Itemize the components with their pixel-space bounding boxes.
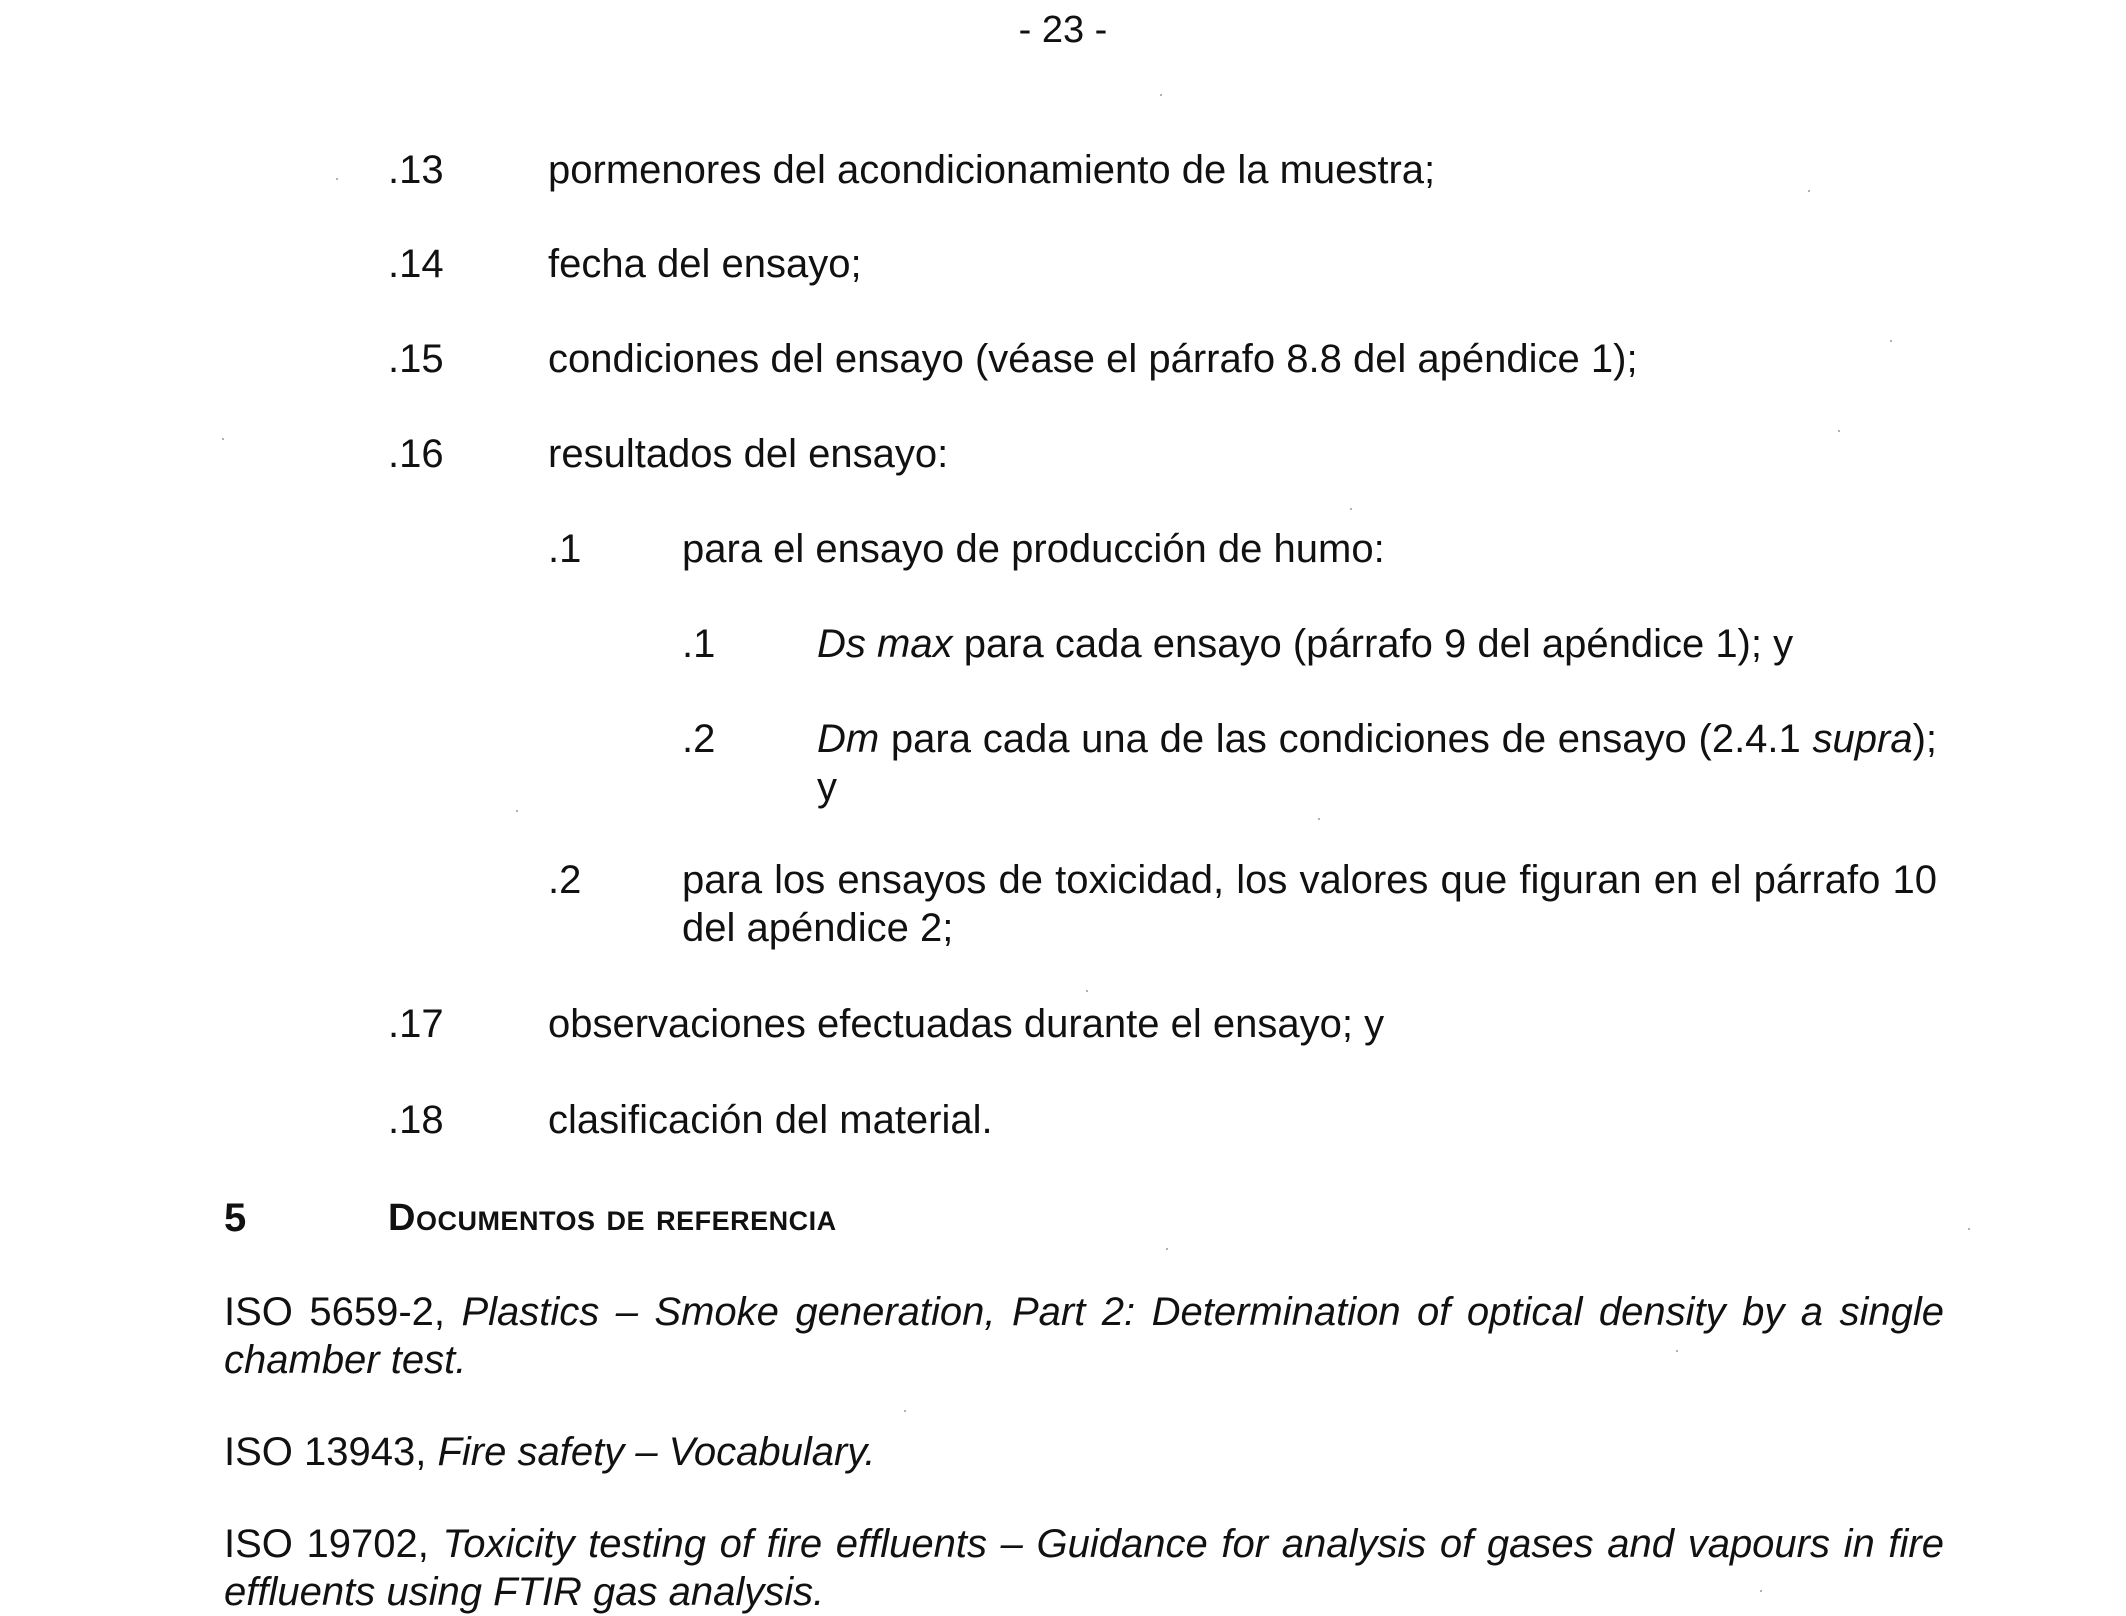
scan-speck xyxy=(1968,1228,1970,1230)
sub-sub-item-text xyxy=(817,620,1793,668)
scan-speck xyxy=(1166,1248,1168,1250)
reference-title: Fire safety – Vocabulary. xyxy=(437,1430,876,1474)
sub-sub-item-tail: ); y xyxy=(817,717,1937,809)
scan-speck xyxy=(1160,94,1162,96)
scan-speck xyxy=(1350,508,1352,510)
section-number: 5 xyxy=(224,1196,247,1240)
sub-sub-item-number: .1 xyxy=(682,622,716,666)
item-number: .13 xyxy=(388,148,444,192)
scan-speck xyxy=(904,1410,906,1412)
reference-title: Plastics – Smoke generation, Part 2: Determination of optical density by a single chamber test. xyxy=(224,1290,1945,1382)
scan-speck xyxy=(1838,430,1840,432)
item-number: .14 xyxy=(388,242,444,286)
reference-title: Toxicity testing of fire effluents – Guidance for analysis of gases and vapours in fire effluents using FTIR gas analysis. xyxy=(224,1522,1944,1614)
scan-speck xyxy=(222,438,224,440)
item-number: .17 xyxy=(388,1002,444,1046)
scan-speck xyxy=(336,178,338,180)
sub-sub-item-rest: para cada una de las condiciones de ensayo (2.4.1 xyxy=(879,717,1813,761)
scan-speck xyxy=(1676,1350,1678,1352)
item-number: .18 xyxy=(388,1098,444,1142)
sub-sub-item-text xyxy=(817,715,1937,811)
reference-code: ISO 5659-2, xyxy=(224,1290,462,1334)
scan-speck xyxy=(1086,990,1088,992)
sub-sub-item-italic: Ds max xyxy=(817,622,953,666)
reference-code: ISO 13943, xyxy=(224,1430,438,1474)
sub-sub-item-rest: para cada ensayo (párrafo 9 del apéndice 1); y xyxy=(952,622,1794,666)
item-number: .16 xyxy=(388,432,444,476)
reference-entry xyxy=(224,1428,1944,1476)
scan-speck xyxy=(516,810,518,812)
reference-entry xyxy=(224,1520,1944,1616)
sub-sub-item-italic-supra: supra xyxy=(1812,717,1913,761)
sub-item-number: .1 xyxy=(548,527,582,571)
sub-sub-item-italic: Dm xyxy=(817,717,880,761)
item-text: pormenores del acondicionamiento de la muestra; xyxy=(548,148,1436,192)
item-number: .15 xyxy=(388,337,444,381)
item-text: clasificación del material. xyxy=(548,1098,993,1142)
sub-item-text: para el ensayo de producción de humo: xyxy=(682,527,1385,571)
item-text: fecha del ensayo; xyxy=(548,242,862,286)
scan-speck xyxy=(1318,818,1320,820)
reference-entry xyxy=(224,1288,1944,1384)
section-title: Documentos de referencia xyxy=(388,1197,837,1239)
item-text: observaciones efectuadas durante el ensayo; y xyxy=(548,1002,1385,1046)
item-text: resultados del ensayo: xyxy=(548,432,949,476)
sub-sub-item-number: .2 xyxy=(682,717,716,761)
item-text: condiciones del ensayo (véase el párrafo 8.8 del apéndice 1); xyxy=(548,337,1638,381)
scan-speck xyxy=(1808,190,1810,192)
sub-item-number: .2 xyxy=(548,858,582,902)
page-number: - 23 - xyxy=(1018,9,1108,51)
scan-speck xyxy=(1760,1590,1762,1592)
sub-item-text: para los ensayos de toxicidad, los valores que figuran en el párrafo 10 del apéndice 2; xyxy=(682,858,1937,950)
reference-code: ISO 19702, xyxy=(224,1522,443,1566)
scan-speck xyxy=(1890,340,1892,342)
